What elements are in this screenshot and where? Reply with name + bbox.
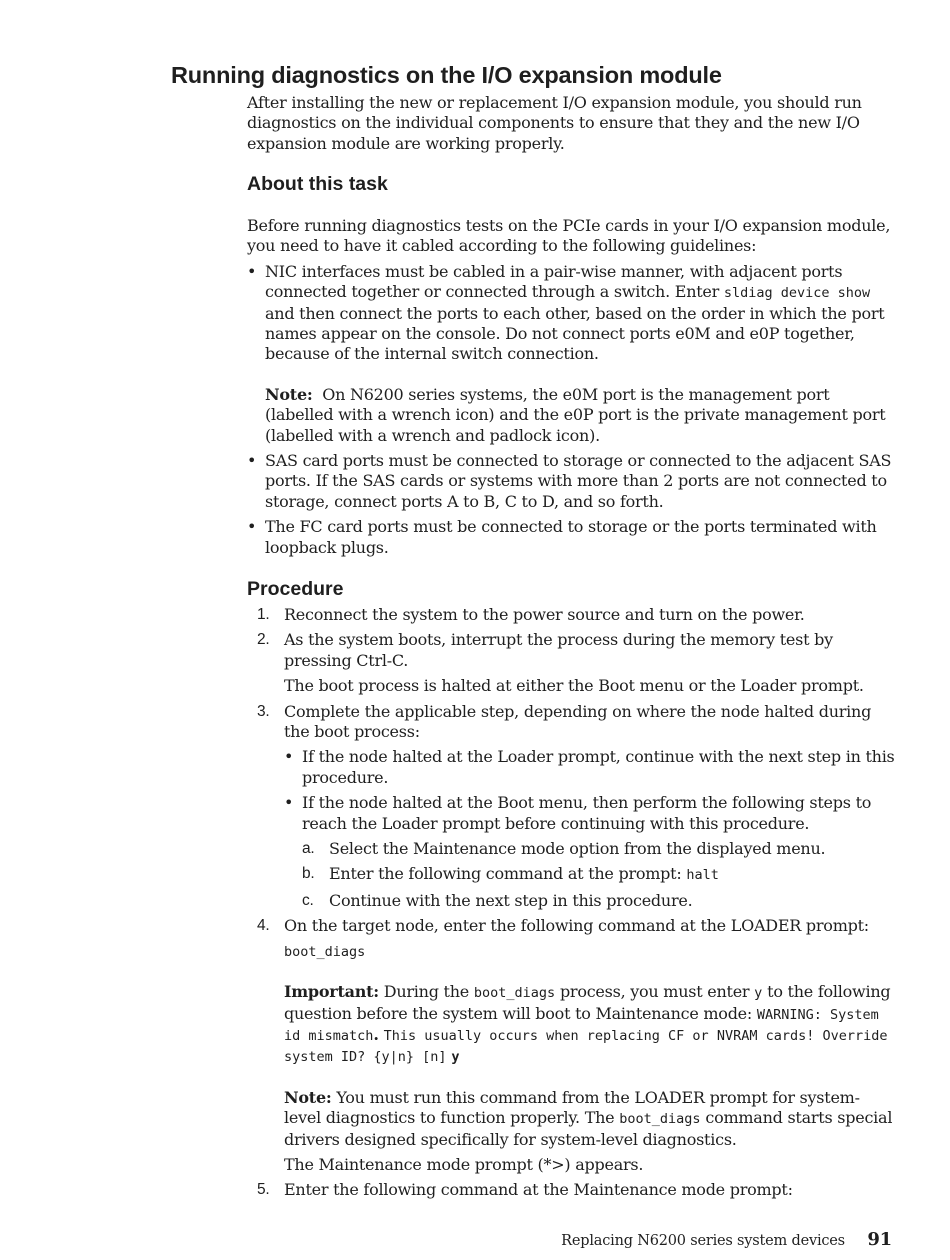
substep-b: b. Enter the following command at the prompt: halt (302, 864, 719, 884)
step-result: The Maintenance mode prompt (*>) appears. (284, 1154, 644, 1174)
step-5: 5. Enter the following command at the Maintenance mode prompt: (257, 1180, 793, 1200)
about-lead: Before running diagnostics tests on the PCIe cards in your I/O expansion module, you need to have it cabled according to the following guidelines: (247, 216, 891, 256)
step-3: 3. Complete the applicable step, depending on where the node halted during the boot process: • If the node halted at the Loader prompt, continue with the next step in this procedure. • If the node halted at the Boot menu, then perform the following steps to reach the Loader prompt before continuing with this procedure. a. Select the Maintenance mode option from the displayed menu. b. Enter the following command at the prompt: halt c. Continue with the next step in this procedure. (247, 702, 895, 912)
substep-c: c. Continue with the next step in this procedure. (302, 890, 693, 910)
note: Note: You must run this command from the LOADER prompt for system-level diagnostics to function properly. The boot_diags command starts special drivers designed specifically for system-level diagnostics. (284, 1087, 893, 1149)
page-number: 91 (867, 1229, 892, 1250)
command-text: boot_diags (619, 1111, 701, 1128)
step-4: 4. On the target node, enter the following command at the LOADER prompt: boot_diags Important: During the boot_diags process, you must enter y to the following question before the system will boot to Maintenance mode: WARNING: System id mismatch. This usually occurs when replacing CF or NVRAM cards! Override system ID? {y|n} [n] y Note: You must run this command from the LOADER prompt for system-level diagnostics to function properly. The boot_diags command starts special drivers designed specifically for system-level diagnostics. The Maintenance mode prompt (*>) appears. (247, 916, 895, 1175)
warning-text: This usually occurs when replacing CF or NVRAM cards! Override system ID? {y|n} [n] (284, 1027, 888, 1066)
note-label: Note: (265, 384, 313, 404)
page-footer (561, 1229, 892, 1250)
procedure-section (247, 605, 895, 1201)
list-item: • NIC interfaces must be cabled in a pair-wise manner, with adjacent ports connected together or connected through a switch. Enter sldiag device show and then connect the ports to each other, based on the order in which the port names appear on the console. Do not connect ports e0M and e0P together, because of the internal switch connection. Note: On N6200 series systems, the e0M port is the management port (labelled with a wrench icon) and the e0P port is the private management port (labelled with a wrench and padlock icon). (247, 262, 895, 446)
about-section (247, 216, 895, 558)
about-heading: About this task (247, 173, 388, 195)
command-text: boot_diags (284, 943, 366, 960)
important-label: Important: (284, 982, 379, 1002)
footer-text: Replacing N6200 series system devices (561, 1233, 845, 1249)
step-2: 2. As the system boots, interrupt the process during the memory test by pressing Ctrl-C. The boot process is halted at either the Boot menu or the Loader prompt. (247, 630, 895, 696)
procedure-heading: Procedure (247, 578, 344, 600)
step-result: The boot process is halted at either the Boot menu or the Loader prompt. (284, 676, 864, 696)
procedure-steps (247, 605, 895, 1201)
command-text: boot_diags (473, 985, 556, 1002)
cabling-guidelines-list (247, 262, 895, 558)
warning-text: WARNING: System id mismatch (284, 1006, 879, 1044)
list-item: • SAS card ports must be connected to storage or connected to the adjacent SAS ports. If the SAS cards or systems with more than 2 ports are not connected to storage, connect ports A to B, C to D, and so forth. (247, 451, 895, 512)
substep-a: a. Select the Maintenance mode option from the displayed menu. (302, 839, 826, 859)
answer-text: y (451, 1049, 460, 1066)
command-text: y (754, 985, 763, 1002)
intro-paragraph: After installing the new or replacement I/O expansion module, you should run diagnostics on the individual components to ensure that they and the new I/O expansion module are working properly. (247, 93, 862, 153)
command-text: halt (686, 867, 719, 884)
step-3-options (284, 747, 895, 911)
note-label: Note: (284, 1087, 332, 1107)
list-item: • If the node halted at the Loader prompt, continue with the next step in this procedure. (284, 747, 895, 788)
list-item: • The FC card ports must be connected to storage or the ports terminated with loopback plugs. (247, 517, 895, 558)
page-title: Running diagnostics on the I/O expansion module (171, 62, 722, 88)
important-note: Important: During the boot_diags process, you must enter y to the following question before the system will boot to Maintenance mode: WARNING: System id mismatch. This usually occurs when replacing CF or NVRAM cards! Override system ID? {y|n} [n] y (284, 982, 891, 1066)
substeps (302, 839, 895, 911)
note: Note: On N6200 series systems, the e0M port is the management port (labelled with a wrench icon) and the e0P port is the private management port (labelled with a wrench and padlock icon). (265, 384, 886, 445)
step-1: 1. Reconnect the system to the power source and turn on the power. (257, 605, 805, 624)
list-item: • If the node halted at the Boot menu, then perform the following steps to reach the Loader prompt before continuing with this procedure. a. Select the Maintenance mode option from the displayed menu. b. Enter the following command at the prompt: halt c. Continue with the next step in this procedure. (284, 793, 895, 911)
command-text: sldiag device show (723, 285, 871, 302)
